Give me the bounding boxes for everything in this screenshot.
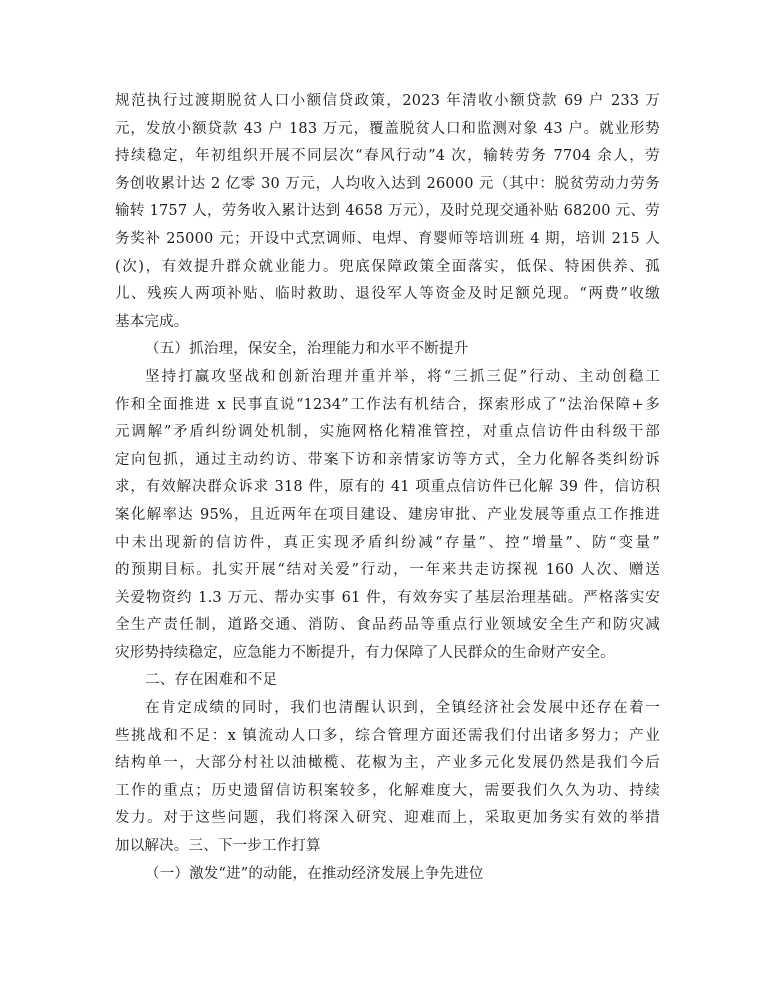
text-line: 关爱物资约 1.3 万元、帮办实事 61 件，有效夯实了基层治理基础。严格落实安 — [115, 589, 660, 606]
text-line: 定向包抓，通过主动约访、带案下访和亲情家访等方式，全力化解各类纠纷诉 — [115, 451, 660, 468]
text-line: 儿、残疾人两项补贴、临时救助、退役军人等资金及时足额兑现。“两费”收缴 — [115, 286, 660, 303]
text-line: 输转 1757 人，劳务收入累计达到 4658 万元），及时兑现交通补贴 68200 元、劳 — [115, 203, 660, 220]
text-line: 的预期目标。扎实开展“结对关爱”行动，一年来共走访探视 160 人次、赠送 — [115, 562, 660, 579]
text-line: （一）激发“进”的动能，在推动经济发展上争先进位 — [145, 865, 484, 882]
text-line: 案化解率达 95%，且近两年在项目建设、建房审批、产业发展等重点工作推进 — [115, 506, 660, 523]
text-line: 元，发放小额贷款 43 户 183 万元，覆盖脱贫人口和监测对象 43 户。就业形势 — [115, 120, 660, 137]
text-line: 作和全面推进 x 民事直说“1234”工作法有机结合，探索形成了“法治保障+多 — [115, 396, 660, 413]
text-line: 务创收累计达 2 亿零 30 万元，人均收入达到 26000 元（其中：脱贫劳动力劳务 — [115, 175, 660, 192]
text-line: 全生产责任制，道路交通、消防、食品药品等重点行业领域安全生产和防灾减 — [115, 617, 660, 634]
text-line: 在肯定成绩的同时，我们也清醒认识到，全镇经济社会发展中还存在着一 — [145, 700, 660, 717]
text-line: （五）抓治理，保安全，治理能力和水平不断提升 — [145, 341, 469, 358]
text-line: (次)，有效提升群众就业能力。兜底保障政策全面落实，低保、特困供养、孤 — [115, 258, 660, 275]
text-line: 二、存在困难和不足 — [145, 672, 278, 689]
text-line: 灾形势持续稳定，应急能力不断提升，有力保障了人民群众的生命财产安全。 — [115, 644, 615, 661]
text-line: 规范执行过渡期脱贫人口小额信贷政策，2023 年清收小额贷款 69 户 233 万 — [115, 93, 660, 109]
text-line: 发力。对于这些问题，我们将深入研究、迎难而上，采取更加务实有效的举措 — [115, 810, 660, 827]
text-line: 持续稳定，年初组织开展不同层次“春风行动”4 次，输转劳务 7704 余人，劳 — [115, 148, 660, 165]
text-line: 求，有效解决群众诉求 318 件，原有的 41 项重点信访件已化解 39 件，信访积 — [115, 479, 660, 496]
text-line: 些挑战和不足：x 镇流动人口多，综合管理方面还需我们付出诸多努力；产业 — [115, 727, 660, 744]
text-line: 坚持打赢攻坚战和创新治理并重并举，将“三抓三促”行动、主动创稳工 — [145, 368, 660, 385]
text-line: 元调解”矛盾纠纷调处机制，实施网格化精准管控，对重点信访件由科级干部 — [115, 424, 660, 441]
text-line: 务奖补 25000 元；开设中式烹调师、电焊、育婴师等培训班 4 期，培训 215 人 — [115, 230, 660, 247]
text-line: 加以解决。三、下一步工作打算 — [115, 838, 321, 855]
text-line: 基本完成。 — [115, 313, 189, 330]
document-body — [115, 88, 660, 888]
text-line: 中未出现新的信访件，真正实现矛盾纠纷减“存量”、控“增量”、防“变量” — [115, 534, 660, 551]
text-line: 结构单一，大部分村社以油橄榄、花椒为主，产业多元化发展仍然是我们今后 — [115, 755, 660, 772]
text-line: 工作的重点；历史遗留信访积案较多，化解难度大，需要我们久久为功、持续 — [115, 782, 660, 799]
